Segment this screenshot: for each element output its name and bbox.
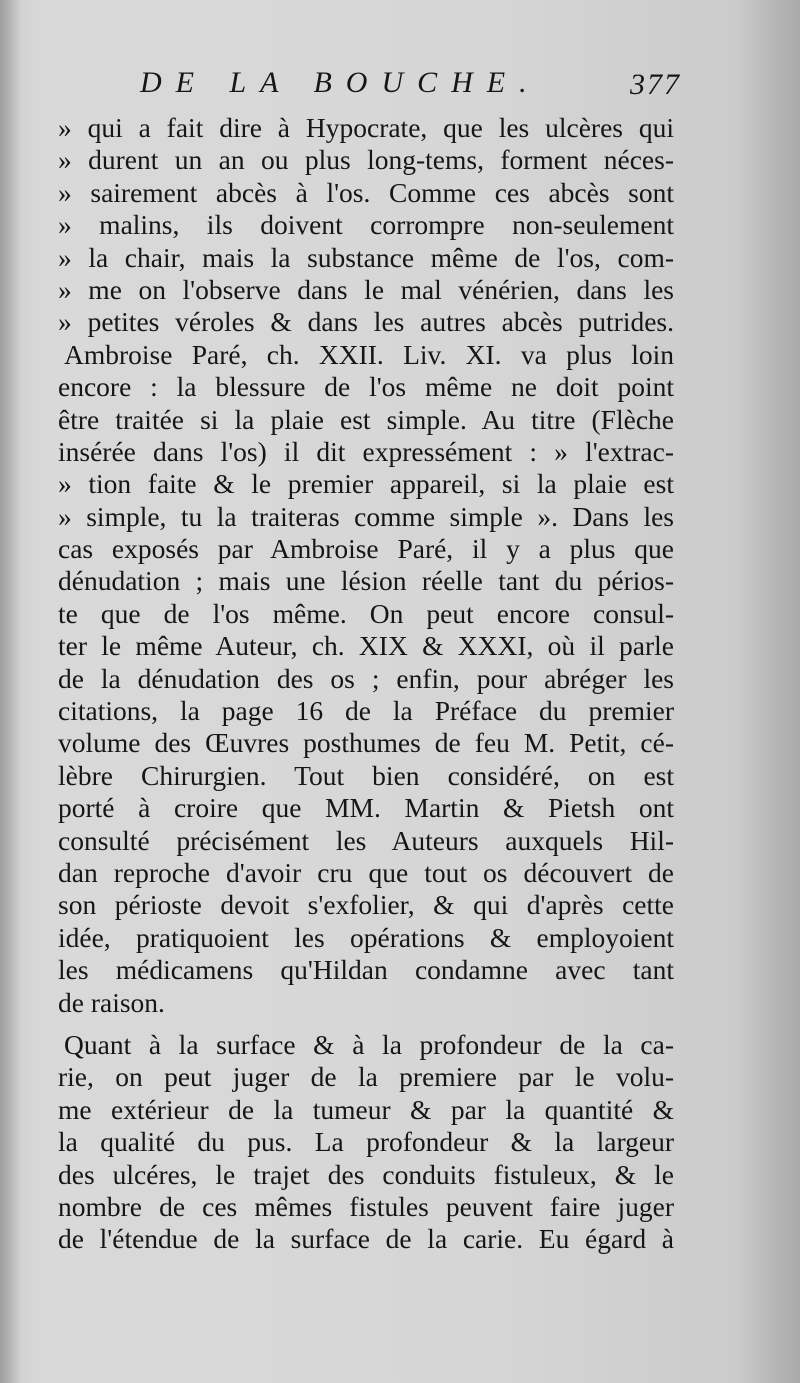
gutter-shadow — [0, 0, 22, 1383]
text-line: » sairement abcès à l'os. Comme ces abcès sont — [58, 176, 674, 208]
text-line: les médicamens qu'Hildan condamne avec tant — [58, 954, 674, 986]
text-line: encore : la blessure de l'os même ne doit point — [58, 371, 674, 403]
body-text — [58, 112, 674, 1256]
text-line: rie, on peut juger de la premiere par le volu- — [58, 1061, 674, 1093]
running-head: DE LA BOUCHE. — [140, 66, 541, 99]
paragraph — [58, 112, 674, 339]
text-line: » la chair, mais la substance même de l'os, com- — [58, 241, 674, 273]
text-line: de raison. — [58, 986, 165, 1018]
text-line: » malins, ils doivent corrompre non-seulement — [58, 209, 674, 241]
text-line: » me on l'observe dans le mal vénérien, dans les — [58, 273, 674, 305]
text-line: la qualité du pus. La profondeur & la largeur — [58, 1126, 674, 1158]
text-line: me extérieur de la tumeur & par la quantité & — [58, 1093, 674, 1125]
text-line: être traitée si la plaie est simple. Au titre (Flèche — [58, 403, 674, 435]
text-line: » tion faite & le premier appareil, si la plaie est — [58, 468, 674, 500]
page-header — [140, 66, 681, 106]
text-line: de l'étendue de la surface de la carie. Eu égard à — [58, 1223, 674, 1255]
text-line: lèbre Chirurgien. Tout bien considéré, on est — [58, 759, 674, 791]
text-line: » petites véroles & dans les autres abcès putrides. — [58, 306, 674, 338]
text-line: des ulcéres, le trajet des conduits fistuleux, & le — [58, 1158, 674, 1190]
page-number: 377 — [630, 68, 681, 101]
paragraph — [58, 1029, 674, 1256]
text-line: te que de l'os même. On peut encore consul- — [58, 597, 674, 629]
text-line: volume des Œuvres posthumes de feu M. Petit, cé- — [58, 727, 674, 759]
text-line: » qui a fait dire à Hypocrate, que les ulcères qui — [58, 112, 674, 143]
text-line: de la dénudation des os ; enfin, pour abréger les — [58, 662, 674, 694]
text-line: Ambroise Paré, ch. XXII. Liv. XI. va plus loin — [64, 338, 674, 370]
text-line: » simple, tu la traiteras comme simple ». Dans les — [58, 500, 674, 532]
text-line: consulté précisément les Auteurs auxquels Hil- — [58, 824, 674, 856]
text-line: cas exposés par Ambroise Paré, il y a plus que — [58, 533, 674, 565]
text-line: son périoste devoit s'exfolier, & qui d'après cette — [58, 889, 674, 921]
text-line: nombre de ces mêmes fistules peuvent faire juger — [58, 1190, 674, 1222]
text-line: insérée dans l'os) il dit expressément : » l'extrac- — [58, 435, 674, 467]
text-line: porté à croire que MM. Martin & Pietsh ont — [58, 792, 674, 824]
text-line: dénudation ; mais une lésion réelle tant du périos- — [58, 565, 674, 597]
text-line: idée, pratiquoient les opérations & employoient — [58, 921, 674, 953]
text-line: Quant à la surface & à la profondeur de la ca- — [64, 1028, 674, 1060]
text-line: ter le même Auteur, ch. XIX & XXXI, où il parle — [58, 630, 674, 662]
text-line: citations, la page 16 de la Préface du premier — [58, 695, 674, 727]
paragraph — [58, 339, 674, 1019]
text-line: dan reproche d'avoir cru que tout os découvert de — [58, 856, 674, 888]
text-line: » durent un an ou plus long-tems, forment néces- — [58, 144, 674, 176]
